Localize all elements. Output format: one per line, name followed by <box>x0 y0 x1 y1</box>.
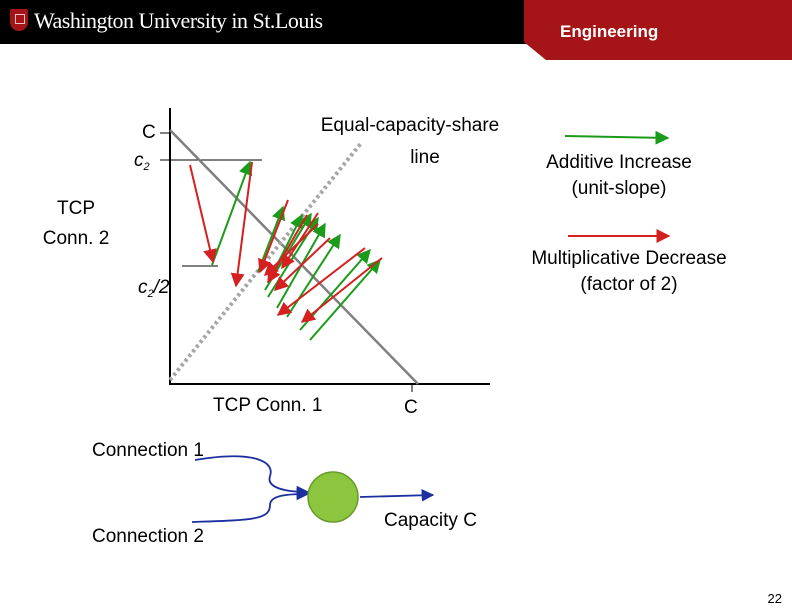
legend-multiplicative-line2: (factor of 2) <box>580 274 678 295</box>
output-link-arrow <box>360 495 433 497</box>
c2-half-label <box>138 277 169 300</box>
connection2-label: Connection 2 <box>92 526 204 547</box>
c2-symbol: c <box>134 150 144 171</box>
x-axis-title: TCP Conn. 1 <box>213 395 323 416</box>
x-max-label: C <box>404 397 418 418</box>
c2-half-subscript: 2 <box>147 288 154 300</box>
equal-share-line1: Equal-capacity-share <box>320 115 500 136</box>
c2-half-symbol: c <box>138 277 148 298</box>
multiplicative-decrease-arrows <box>190 162 382 322</box>
connection1-link <box>195 456 308 492</box>
page-number: 22 <box>767 591 782 606</box>
legend-multiplicative-label <box>505 246 753 298</box>
c2-half-suffix: /2 <box>153 277 170 298</box>
y-max-label: C <box>142 122 156 143</box>
legend-multiplicative-line1: Multiplicative Decrease <box>531 248 727 269</box>
y-axis-title <box>30 194 122 254</box>
school-name: Engineering <box>560 22 659 41</box>
equal-share-line <box>170 142 362 380</box>
equal-share-line2: line <box>410 147 440 168</box>
y-axis-title-line1: TCP <box>57 198 95 219</box>
capacity-label: Capacity C <box>384 510 477 531</box>
y-axis-title-line2: Conn. 2 <box>42 228 110 249</box>
c2-subscript: 2 <box>143 161 150 173</box>
bottleneck-router <box>308 472 358 522</box>
connection2-link <box>192 494 308 522</box>
legend-additive-line1: Additive Increase <box>546 152 692 173</box>
additive-increase-arrows <box>212 162 380 340</box>
equal-share-label <box>290 110 530 174</box>
legend-additive-label <box>514 150 724 202</box>
connection1-label: Connection 1 <box>92 440 204 461</box>
c2-label <box>134 150 150 173</box>
university-name: Washington University in St.Louis <box>34 8 323 33</box>
legend-additive-line2: (unit-slope) <box>571 178 667 199</box>
legend-additive-arrow <box>565 136 668 138</box>
